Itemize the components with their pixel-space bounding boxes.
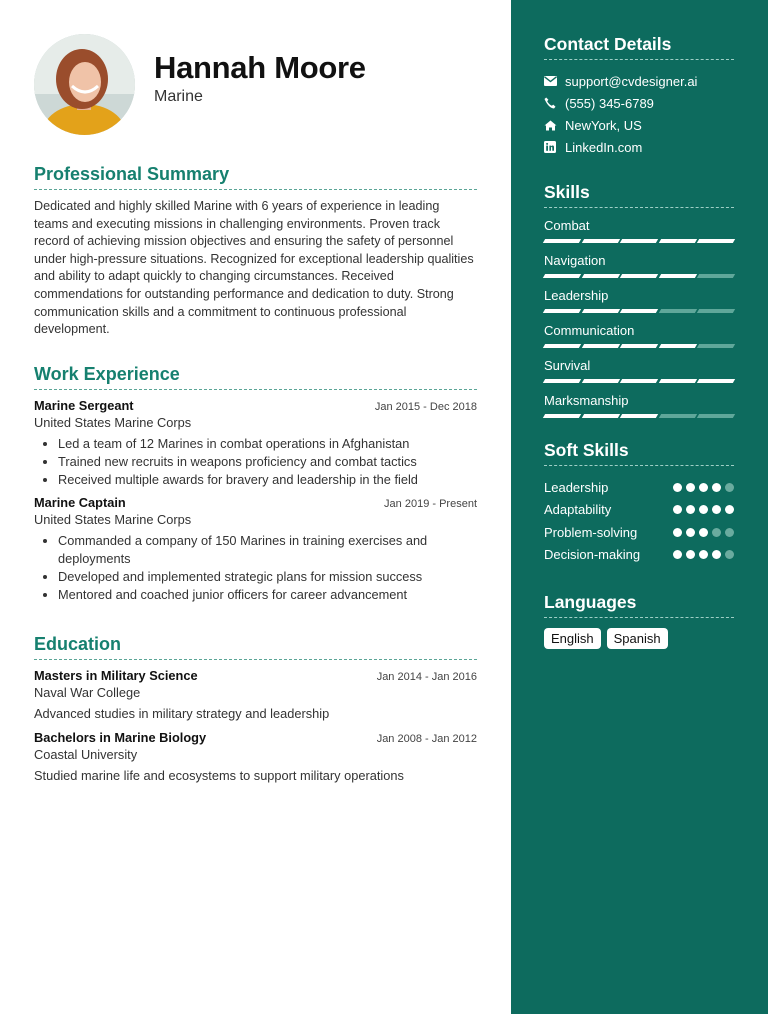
- work-title: Work Experience: [34, 364, 477, 390]
- education-section: [34, 634, 477, 792]
- education-entry: [34, 730, 477, 783]
- sidebar: [511, 0, 768, 1014]
- skill-level-segment: [581, 414, 619, 418]
- skill-item: [544, 288, 734, 313]
- skill-level-segment: [659, 274, 697, 278]
- contact-email[interactable]: [544, 70, 734, 92]
- skill-level-segment: [543, 414, 581, 418]
- skill-level-bars: [544, 309, 734, 313]
- contact-location-text: NewYork, US: [565, 117, 642, 133]
- contact-title: Contact Details: [544, 34, 734, 60]
- skill-label: Leadership: [544, 288, 609, 303]
- education-title: Education: [34, 634, 477, 660]
- skill-level-segment: [659, 414, 697, 418]
- soft-skill-label: Adaptability: [544, 502, 612, 518]
- skill-level-segment: [659, 379, 697, 383]
- soft-skill-rating: [673, 550, 734, 559]
- skill-level-segment: [543, 274, 581, 278]
- school-name: Coastal University: [34, 747, 138, 762]
- rating-dot: [673, 528, 682, 537]
- languages-title: Languages: [544, 592, 734, 618]
- candidate-name: Hannah Moore: [154, 50, 366, 85]
- skill-level-bars: [544, 344, 734, 348]
- skill-level-segment: [581, 274, 619, 278]
- skill-level-segment: [581, 379, 619, 383]
- job-date: Jan 2015 - Dec 2018: [374, 401, 477, 413]
- phone-icon: [544, 97, 565, 109]
- contact-section: [544, 34, 734, 158]
- job-org: United States Marine Corps: [34, 415, 192, 430]
- soft-skill-label: Leadership: [544, 479, 609, 495]
- skill-level-segment: [620, 239, 658, 243]
- job-org: United States Marine Corps: [34, 512, 192, 527]
- skill-level-segment: [620, 274, 658, 278]
- soft-skill-rating: [673, 505, 734, 514]
- job-entry: [34, 398, 477, 489]
- skill-level-segment: [543, 344, 581, 348]
- rating-dot: [699, 505, 708, 514]
- skill-level-bars: [544, 274, 734, 278]
- rating-dot: [673, 505, 682, 514]
- skill-level-segment: [620, 344, 658, 348]
- degree-date: Jan 2008 - Jan 2012: [376, 733, 477, 745]
- contact-phone-text: (555) 345-6789: [565, 95, 654, 111]
- skill-item: [544, 253, 734, 278]
- skill-level-bars: [544, 414, 734, 418]
- soft-skill-rating: [673, 483, 734, 492]
- skill-level-bars: [544, 379, 734, 383]
- linkedin-icon: [544, 141, 565, 153]
- rating-dot: [699, 550, 708, 559]
- envelope-icon: [544, 76, 565, 86]
- skill-item: [544, 323, 734, 348]
- skill-level-segment: [659, 239, 697, 243]
- rating-dot: [725, 528, 734, 537]
- summary-text: Dedicated and highly skilled Marine with 6 years of experience in leading teams and executing missions in challenging environments. Proven track record of achieving mission objectives and ensuring the safety of personnel under high-pressure situations. Recognized for exceptional leadership qualities and ability to adapt quickly to changing circumstances. Received commendations for outstanding performance and dedication to duty. Strong communication skills and a commitment to continuous professional development.: [34, 199, 474, 337]
- rating-dot: [712, 483, 721, 492]
- rating-dot: [686, 483, 695, 492]
- skills-section: [544, 182, 734, 418]
- degree-description: Advanced studies in military strategy and leadership: [34, 706, 330, 721]
- job-bullet: • Received multiple awards for bravery and leadership in the field: [58, 471, 477, 489]
- job-bullet: • Commanded a company of 150 Marines in training exercises and deployments: [58, 532, 477, 568]
- job-bullet: • Trained new recruits in weapons proficiency and combat tactics: [58, 453, 477, 471]
- skill-level-segment: [543, 239, 581, 243]
- soft-skill-label: Problem-solving: [544, 524, 638, 540]
- skill-label: Communication: [544, 323, 635, 338]
- soft-skills-section: [544, 440, 734, 566]
- rating-dot: [699, 483, 708, 492]
- work-section: [34, 364, 477, 610]
- skill-level-segment: [543, 309, 581, 313]
- degree-title: Bachelors in Marine Biology: [34, 730, 207, 745]
- languages-section: [544, 592, 734, 649]
- skill-item: [544, 358, 734, 383]
- skill-level-segment: [697, 414, 735, 418]
- skill-level-segment: [697, 344, 735, 348]
- job-date: Jan 2019 - Present: [384, 498, 477, 510]
- contact-linkedin-text: LinkedIn.com: [565, 139, 643, 155]
- skill-level-segment: [543, 379, 581, 383]
- rating-dot: [725, 483, 734, 492]
- soft-skills-title: Soft Skills: [544, 440, 734, 466]
- contact-location: [544, 114, 734, 136]
- rating-dot: [712, 528, 721, 537]
- skill-level-segment: [581, 239, 619, 243]
- soft-skill-label: Decision-making: [544, 547, 641, 563]
- soft-skill-item: [544, 476, 734, 499]
- rating-dot: [712, 505, 721, 514]
- skill-label: Survival: [544, 358, 591, 373]
- skill-item: [544, 218, 734, 243]
- skill-level-segment: [620, 309, 658, 313]
- rating-dot: [686, 550, 695, 559]
- skill-item: [544, 393, 734, 418]
- soft-skill-rating: [673, 528, 734, 537]
- school-name: Naval War College: [34, 685, 141, 700]
- profile-photo: [34, 34, 135, 135]
- degree-date: Jan 2014 - Jan 2016: [376, 671, 477, 683]
- job-entry: [34, 495, 477, 604]
- contact-email-text: support@cvdesigner.ai: [565, 73, 698, 89]
- skill-label: Marksmanship: [544, 393, 629, 408]
- language-tag: English: [544, 628, 601, 649]
- skill-level-segment: [697, 309, 735, 313]
- skill-level-segment: [620, 379, 658, 383]
- job-bullet: • Mentored and coached junior officers for career advancement: [58, 586, 477, 604]
- skill-level-segment: [697, 239, 735, 243]
- rating-dot: [699, 528, 708, 537]
- degree-title: Masters in Military Science: [34, 668, 198, 683]
- rating-dot: [673, 483, 682, 492]
- skill-level-segment: [659, 309, 697, 313]
- degree-description: Studied marine life and ecosystems to support military operations: [34, 768, 404, 783]
- home-icon: [544, 120, 565, 131]
- skill-label: Navigation: [544, 253, 606, 268]
- education-entry: [34, 668, 477, 721]
- skill-level-bars: [544, 239, 734, 243]
- skill-level-segment: [659, 344, 697, 348]
- rating-dot: [686, 505, 695, 514]
- contact-linkedin[interactable]: [544, 136, 734, 158]
- language-tag: Spanish: [607, 628, 668, 649]
- summary-title: Professional Summary: [34, 164, 477, 190]
- soft-skill-item: [544, 499, 734, 522]
- skill-level-segment: [581, 344, 619, 348]
- job-title: Marine Captain: [34, 495, 126, 510]
- contact-phone[interactable]: [544, 92, 734, 114]
- skills-title: Skills: [544, 182, 734, 208]
- rating-dot: [686, 528, 695, 537]
- rating-dot: [725, 505, 734, 514]
- candidate-role: Marine: [154, 88, 203, 105]
- skill-label: Combat: [544, 218, 590, 233]
- job-bullet: • Led a team of 12 Marines in combat operations in Afghanistan: [58, 435, 477, 453]
- job-title: Marine Sergeant: [34, 398, 134, 413]
- soft-skill-item: [544, 544, 734, 567]
- summary-section: [34, 164, 477, 339]
- rating-dot: [673, 550, 682, 559]
- rating-dot: [725, 550, 734, 559]
- soft-skill-item: [544, 521, 734, 544]
- skill-level-segment: [581, 309, 619, 313]
- skill-level-segment: [697, 379, 735, 383]
- job-bullet: • Developed and implemented strategic plans for mission success: [58, 568, 477, 586]
- rating-dot: [712, 550, 721, 559]
- skill-level-segment: [620, 414, 658, 418]
- skill-level-segment: [697, 274, 735, 278]
